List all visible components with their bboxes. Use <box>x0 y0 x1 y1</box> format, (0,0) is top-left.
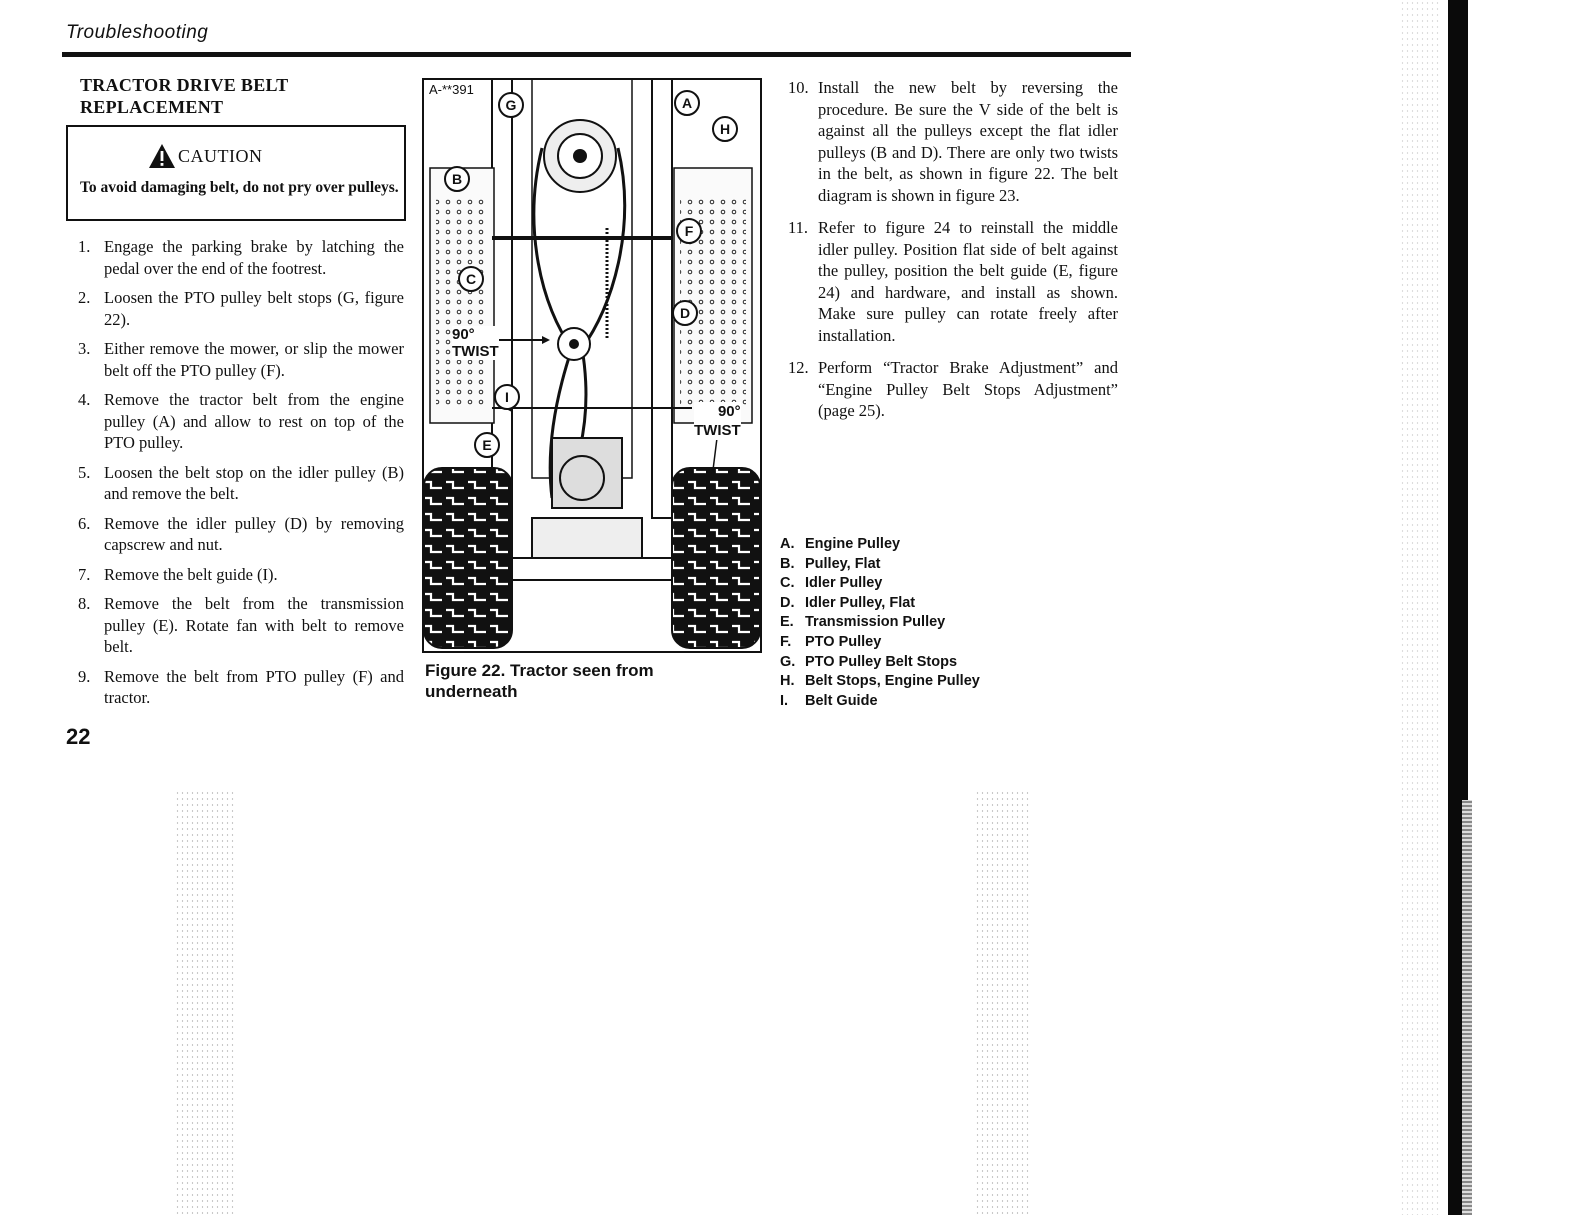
callout-a: A <box>674 90 700 116</box>
caution-text: To avoid damaging belt, do not pry over pulleys. <box>80 179 399 196</box>
list-item: 2. Loosen the PTO pulley belt stops (G, figure 22). <box>78 288 404 329</box>
list-item: 12. Perform “Tractor Brake Adjustment” and “Engine Pulley Belt Stops Adjustment” (page 25). <box>788 358 1118 420</box>
legend-item: G. PTO Pulley Belt Stops <box>780 653 958 670</box>
callout-c: C <box>458 266 484 292</box>
list-item: 11. Refer to figure 24 to reinstall the middle idler pulley. Position flat side of belt against the pulley, position the belt guide (E, figure 24) and hardware, and install as shown. Make sure pulley can rotate freely after installation. <box>788 218 1118 345</box>
legend-item: A. Engine Pulley <box>780 536 901 552</box>
figure-id-code: A-**391 <box>429 82 474 97</box>
list-item: 6. Remove the idler pulley (D) by removing capscrew and nut. <box>78 513 404 554</box>
warning-triangle-icon <box>148 143 176 169</box>
scan-speckle <box>975 790 1030 1215</box>
legend-item: E. Transmission Pulley <box>780 614 946 631</box>
caution-box <box>66 125 406 221</box>
steps-left <box>78 236 404 717</box>
tractor-underside-diagram <box>422 78 762 653</box>
binding-spine-strip <box>1462 800 1472 1215</box>
twist-label-left: 90° TWIST <box>452 326 499 360</box>
callout-b: B <box>444 166 470 192</box>
steps-right <box>788 77 1118 433</box>
legend-item: B. Pulley, Flat <box>780 555 881 572</box>
callout-d: D <box>672 300 698 326</box>
list-item: 9. Remove the belt from PTO pulley (F) and tractor. <box>78 666 404 707</box>
list-item: 8. Remove the belt from the transmission pulley (E). Rotate fan with belt to remove belt. <box>78 594 404 656</box>
header-rule <box>62 52 1131 57</box>
section-title: TRACTOR DRIVE BELT REPLACEMENT <box>80 75 289 117</box>
caution-label: CAUTION <box>178 145 263 166</box>
callout-f: F <box>676 218 702 244</box>
twist-label-right: 90° TWIST <box>694 403 741 439</box>
legend-item: F. PTO Pulley <box>780 633 882 650</box>
legend-item: I. Belt Guide <box>780 692 878 709</box>
legend-item: D. Idler Pulley, Flat <box>780 594 916 611</box>
list-item: 5. Loosen the belt stop on the idler pulley (B) and remove the belt. <box>78 462 404 503</box>
page-number: 22 <box>66 724 91 749</box>
scan-speckle <box>1400 0 1440 1215</box>
list-item: 1. Engage the parking brake by latching the pedal over the end of the footrest. <box>78 237 404 278</box>
list-item: 10. Install the new belt by reversing the procedure. Be sure the V side of the belt is against all the pulleys except the flat idler pulleys (B and D). There are only two twists in the belt, as shown in figure 22. The belt diagram is shown in figure 23. <box>788 78 1118 205</box>
list-item: 3. Either remove the mower, or slip the mower belt off the PTO pulley (F). <box>78 339 404 380</box>
callout-g: G <box>498 92 524 118</box>
figure-22-illustration <box>422 78 762 653</box>
list-item: 4. Remove the tractor belt from the engine pulley (A) and allow to rest on top of the PTO pulley. <box>78 390 404 452</box>
section-header: Troubleshooting <box>66 22 209 43</box>
caution-heading <box>148 141 263 171</box>
callout-e: E <box>474 432 500 458</box>
legend-item: C. Idler Pulley <box>780 575 883 592</box>
figure-caption: Figure 22. Tractor seen from underneath <box>425 661 654 701</box>
callout-h: H <box>712 116 738 142</box>
callout-i: I <box>494 384 520 410</box>
list-item: 7. Remove the belt guide (I). <box>78 564 278 584</box>
scan-speckle <box>175 790 235 1215</box>
legend-item: H. Belt Stops, Engine Pulley <box>780 673 980 690</box>
figure-legend <box>780 535 980 711</box>
